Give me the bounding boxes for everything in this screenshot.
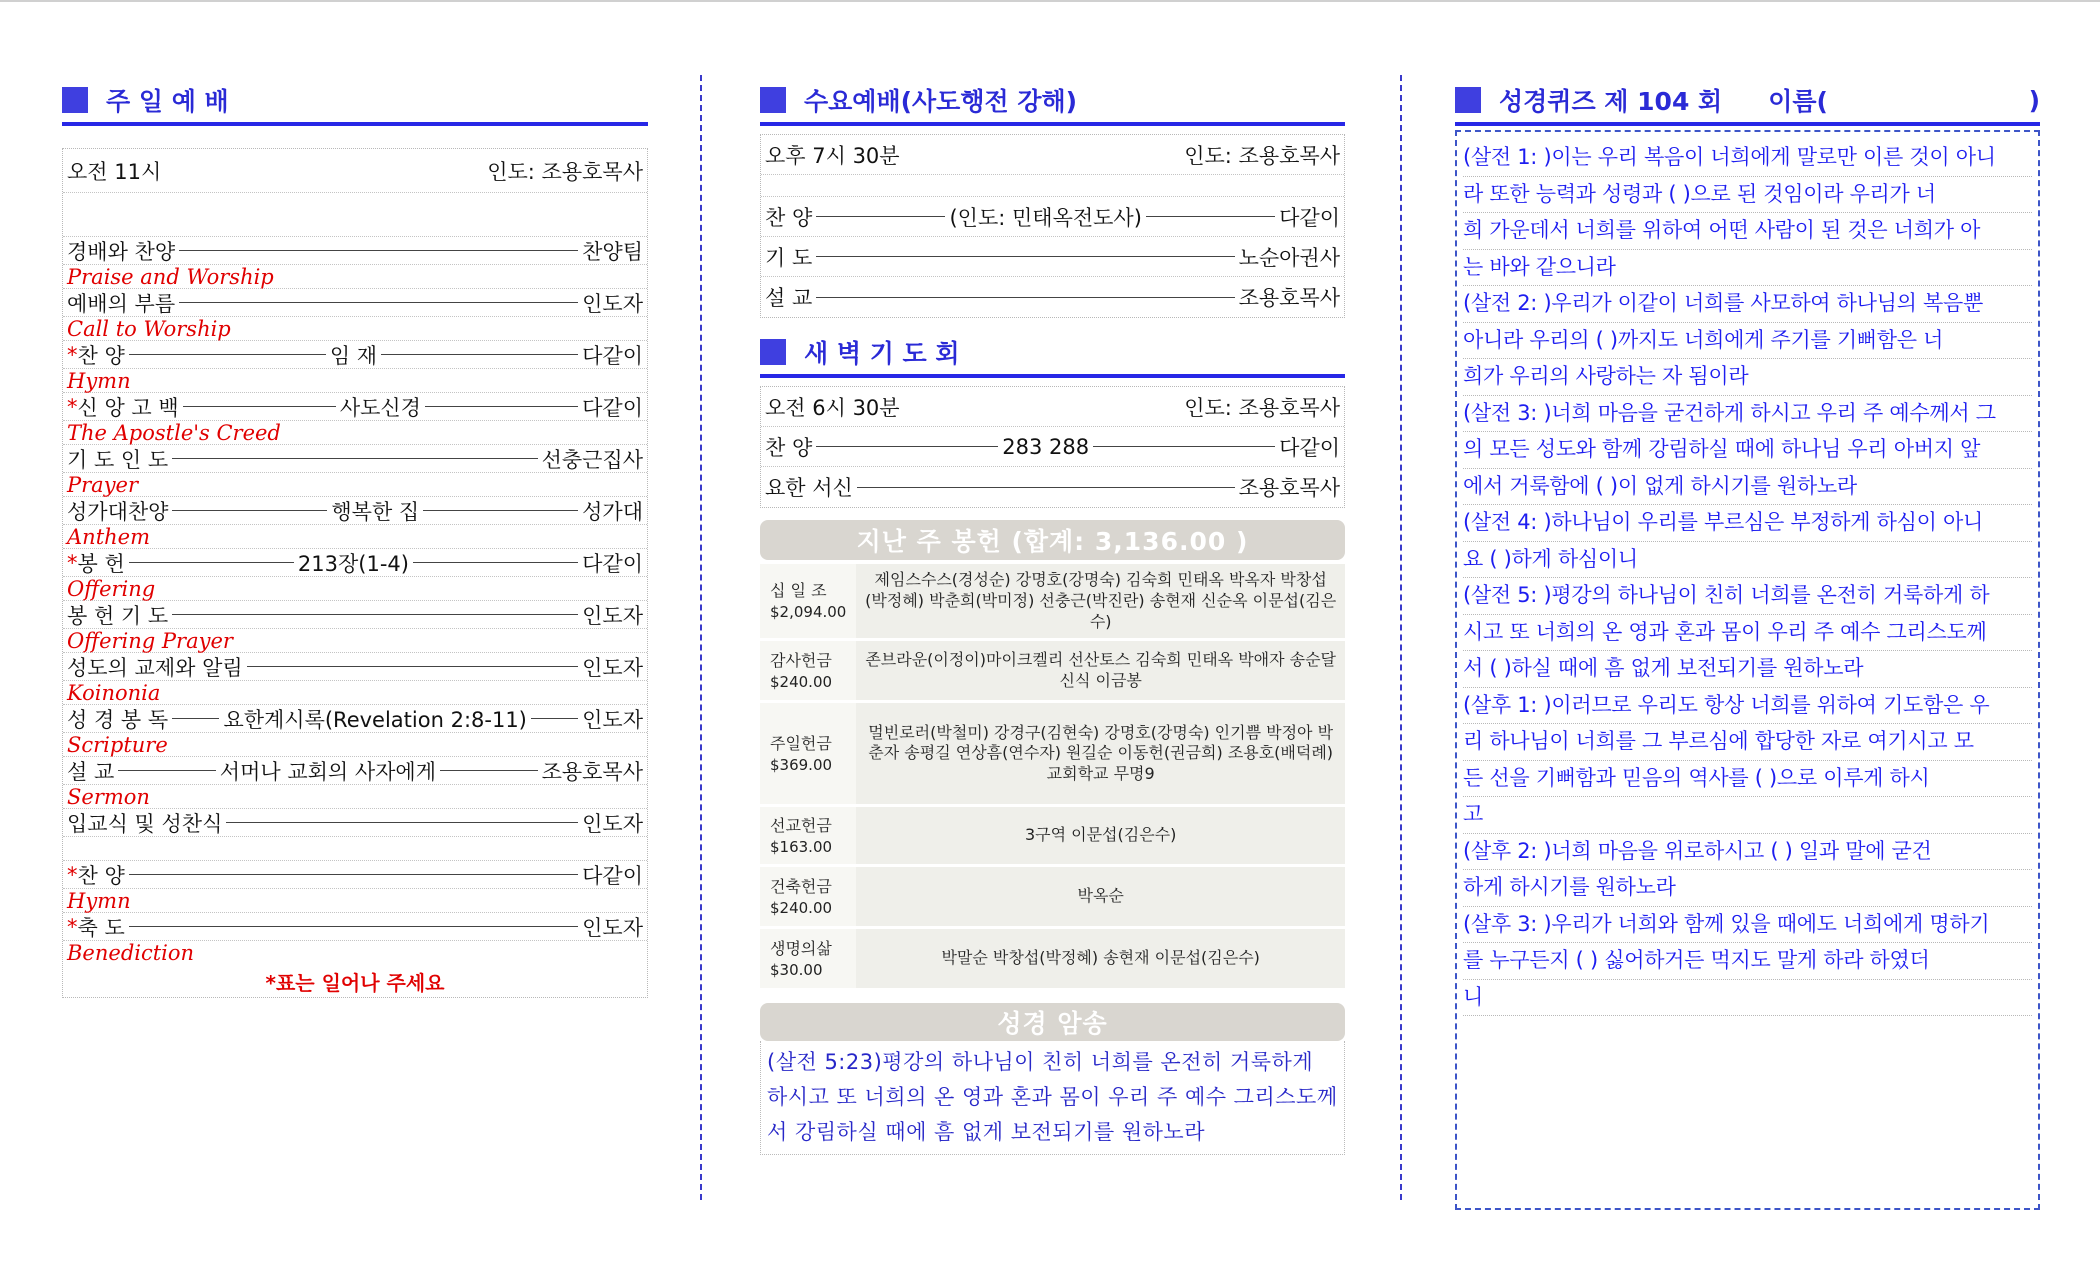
order-item-english: Hymn: [67, 368, 131, 393]
offering-amount: $369.00: [770, 755, 833, 774]
wednesday-time-row: [761, 135, 1344, 175]
leader-line: [129, 562, 294, 563]
order-item-name: 예배의 부름: [67, 291, 176, 316]
wednesday-order-list: [761, 197, 1344, 317]
dawn-box: [760, 386, 1345, 508]
order-item-english: Offering: [67, 576, 156, 601]
order-item-leader: 조용호목사: [1238, 476, 1340, 500]
quiz-line: (살전 5: )평강의 하나님이 친히 너희를 온전히 거룩하게 하: [1463, 578, 2032, 615]
sunday-order-english-row: [63, 317, 647, 341]
offering-names: 3구역 이문섭(김은수): [856, 806, 1345, 866]
leader-line: [226, 822, 578, 823]
square-bullet-icon: [760, 87, 786, 113]
order-item-leader: 선충근집사: [541, 447, 643, 472]
sunday-order-row: [63, 601, 647, 629]
leader-line: [816, 216, 945, 217]
sunday-order-row: [63, 237, 647, 265]
offering-row: [760, 928, 1345, 990]
quiz-name-label: 이름(: [1768, 87, 1828, 116]
order-item-name: 성가대찬양: [67, 499, 169, 524]
offering-category-cell: [760, 702, 856, 806]
sunday-order-row: [63, 445, 647, 473]
dawn-order-row: [761, 467, 1344, 507]
order-item-detail: 213장(1-4): [297, 551, 409, 576]
order-item-leader: 노순아권사: [1238, 245, 1340, 270]
quiz-line: 니: [1463, 980, 2032, 1017]
order-item-english: Scripture: [67, 732, 168, 757]
quiz-title-rule: [1455, 122, 2040, 126]
quiz-box: [1455, 130, 2040, 1210]
required-stand-marker: *: [67, 550, 78, 575]
wednesday-order-row: [761, 277, 1344, 317]
quiz-text: [1463, 140, 2032, 1016]
quiz-line: 리 하나님이 너희를 그 부르심에 합당한 자로 여기시고 모: [1463, 724, 2032, 761]
order-item-detail: 임 재: [329, 343, 378, 368]
offering-table: [760, 564, 1345, 991]
offering-amount: $240.00: [770, 898, 833, 917]
quiz-line: 희가 우리의 사랑하는 자 됨이라: [1463, 359, 2032, 396]
square-bullet-icon: [1455, 87, 1481, 113]
order-item-detail: (인도: 민태옥전도사): [949, 205, 1142, 230]
wednesday-title-rule: [760, 122, 1345, 126]
order-item-name: 요한 서신: [765, 476, 853, 500]
order-item-leader: 다같이: [582, 395, 643, 420]
sunday-section-title: [62, 80, 648, 120]
sunday-order-row: [63, 913, 647, 941]
sunday-order-row: [63, 393, 647, 421]
sunday-order-row: [63, 705, 647, 733]
order-item-english: Call to Worship: [67, 316, 231, 341]
sunday-column: [62, 80, 648, 998]
order-item-english: Sermon: [67, 784, 150, 809]
leader-line: [172, 510, 327, 511]
sunday-order-box: [62, 148, 648, 998]
quiz-section-title: [1455, 80, 2040, 120]
quiz-line: 고: [1463, 797, 2032, 834]
offering-title: 지난 주 봉헌 (합계: 3,136.00 ): [856, 527, 1249, 556]
quiz-name-close: ): [2028, 85, 2040, 115]
order-item-name: 찬 양: [77, 343, 125, 368]
sunday-order-row: [63, 809, 647, 837]
order-item-name: 찬 양: [765, 205, 813, 230]
offering-category: 선교헌금: [770, 815, 832, 835]
order-item-name: 봉 헌 기 도: [67, 603, 169, 628]
quiz-line: 든 선을 기뻐함과 믿음의 역사를 ( )으로 이루게 하시: [1463, 761, 2032, 798]
order-item-english: Hymn: [67, 888, 131, 913]
sunday-time-row: [63, 149, 647, 193]
quiz-line: (살후 2: )너희 마음을 위로하시고 ( ) 일과 말에 굳건: [1463, 834, 2032, 871]
quiz-line: (살후 1: )이러므로 우리도 항상 너희를 위하여 기도함은 우: [1463, 688, 2032, 725]
order-item-english: Anthem: [67, 524, 150, 549]
sunday-order-english-row: [63, 525, 647, 549]
leader-line: [1146, 216, 1275, 217]
order-item-english: Benediction: [67, 941, 195, 965]
order-item-name: 설 교: [67, 759, 115, 784]
wednesday-leader: 인도: 조용호목사: [1184, 143, 1340, 168]
sunday-order-row: [63, 757, 647, 785]
quiz-column: [1455, 80, 2040, 1210]
wednesday-section-title: [760, 80, 1345, 120]
sunday-title-rule: [62, 122, 648, 126]
offering-row: [760, 564, 1345, 640]
sunday-order-english-row: [63, 369, 647, 393]
leader-line: [118, 770, 216, 771]
quiz-line: 에서 거룩함에 ( )이 없게 하시기를 원하노라: [1463, 469, 2032, 506]
leader-line: [179, 250, 578, 251]
middle-column: [760, 80, 1345, 1155]
wednesday-time: 오후 7시 30분: [765, 143, 900, 168]
top-rule: [0, 0, 2100, 2]
leader-line: [413, 562, 578, 563]
order-item-leader: 다같이: [1279, 205, 1341, 230]
offering-names: 박옥순: [856, 866, 1345, 928]
order-item-leader: 인도자: [582, 811, 643, 836]
memory-header: [760, 1003, 1345, 1041]
square-bullet-icon: [760, 339, 786, 365]
offering-row: [760, 702, 1345, 806]
leader-line: [440, 770, 538, 771]
sunday-order-english-row: [63, 837, 647, 861]
sunday-order-english-row: [63, 681, 647, 705]
order-item-english: Prayer: [67, 472, 139, 497]
leader-line: [816, 297, 1234, 298]
quiz-line: (살전 4: )하나님이 우리를 부르심은 부정하게 하심이 아니: [1463, 505, 2032, 542]
wednesday-order-row: [761, 197, 1344, 237]
sunday-order-english-row: [63, 265, 647, 289]
order-item-name: 입교식 및 성찬식: [67, 811, 223, 836]
order-item-leader: 다같이: [1279, 435, 1341, 460]
sunday-order-english-row: [63, 889, 647, 913]
leader-line: [816, 256, 1234, 257]
blank-row: [761, 175, 1344, 197]
quiz-line: 의 모든 성도와 함께 강림하실 때에 하나님 우리 아버지 앞: [1463, 432, 2032, 469]
offering-category: 생명의삶: [770, 938, 832, 958]
sunday-order-english-row: [63, 577, 647, 601]
wednesday-title: 수요예배(사도행전 강해): [804, 87, 1078, 116]
dawn-time: 오전 6시 30분: [765, 395, 900, 420]
offering-category: 건축헌금: [770, 876, 832, 896]
order-item-name: 찬 양: [765, 435, 813, 460]
offering-names: 박말순 박창섭(박정혜) 송현재 이문섭(김은수): [856, 928, 1345, 990]
quiz-line: 를 누구든지 ( ) 싫어하거든 먹지도 말게 하라 하였더: [1463, 943, 2032, 980]
order-item-english: Praise and Worship: [67, 264, 274, 289]
order-item-detail: 요한계시록(Revelation 2:8-11): [223, 707, 527, 732]
leader-line: [1093, 446, 1275, 447]
order-item-leader: 다같이: [582, 863, 643, 888]
order-item-name: 성 경 봉 독: [67, 707, 169, 732]
stand-note: [63, 965, 647, 997]
order-item-name: 신 앙 고 백: [77, 395, 179, 420]
dawn-section-title: [760, 332, 1345, 372]
offering-category-cell: [760, 866, 856, 928]
offering-amount: $30.00: [770, 960, 823, 979]
leader-line: [172, 614, 578, 615]
order-item-leader: 인도자: [582, 291, 643, 316]
dawn-order-list: [761, 427, 1344, 507]
dawn-time-row: [761, 387, 1344, 427]
offering-row: [760, 866, 1345, 928]
dawn-order-row: [761, 427, 1344, 467]
required-stand-marker: *: [67, 862, 78, 887]
sunday-order-row: [63, 549, 647, 577]
order-item-leader: 인도자: [582, 603, 643, 628]
blank-row: [63, 193, 647, 237]
quiz-line: (살전 1: )이는 우리 복음이 너희에게 말로만 이른 것이 아니: [1463, 140, 2032, 177]
leader-line: [857, 487, 1235, 488]
sunday-order-english-row: [63, 629, 647, 653]
sunday-order-row: [63, 289, 647, 317]
leader-line: [179, 302, 578, 303]
sunday-order-english-row: [63, 785, 647, 809]
sunday-order-row: [63, 341, 647, 369]
sunday-order-row: [63, 653, 647, 681]
offering-category-cell: [760, 640, 856, 702]
order-item-detail: 사도신경: [339, 395, 421, 420]
quiz-line: 시고 또 너희의 온 영과 혼과 몸이 우리 주 예수 그리스도께: [1463, 615, 2032, 652]
order-item-leader: 성가대: [582, 499, 643, 524]
order-item-leader: 조용호목사: [1238, 286, 1340, 310]
required-stand-marker: *: [67, 394, 78, 419]
offering-row: [760, 806, 1345, 866]
offering-category-cell: [760, 928, 856, 990]
sunday-order-english-row: [63, 421, 647, 445]
wednesday-box: [760, 134, 1345, 318]
offering-category-cell: [760, 564, 856, 640]
order-item-leader: 찬양팀: [582, 239, 643, 264]
order-item-english: Koinonia: [67, 680, 161, 705]
leader-line: [381, 354, 578, 355]
leader-line: [129, 926, 578, 927]
offering-amount: $163.00: [770, 837, 833, 856]
quiz-title: 성경퀴즈 제 104 회: [1499, 87, 1723, 116]
wednesday-order-row: [761, 237, 1344, 277]
leader-line: [129, 874, 578, 875]
leader-line: [172, 718, 219, 719]
sunday-order-english-row: [63, 941, 647, 965]
order-item-name: 축 도: [77, 915, 125, 940]
sunday-order-english-row: [63, 733, 647, 757]
sunday-time: 오전 11시: [67, 159, 162, 184]
order-item-english: The Apostle's Creed: [67, 420, 281, 445]
square-bullet-icon: [62, 87, 88, 113]
offering-category: 주일헌금: [770, 733, 832, 753]
offering-names: 존브라운(이정이)마이크켈리 선산토스 김숙희 민태옥 박애자 송순달 신식 이금봉: [856, 640, 1345, 702]
order-item-name: 찬 양: [77, 863, 125, 888]
quiz-line: (살후 3: )우리가 너희와 함께 있을 때에도 너희에게 명하기: [1463, 907, 2032, 944]
memory-title: 성경 암송: [997, 1009, 1108, 1039]
order-item-name: 경배와 찬양: [67, 239, 176, 264]
leader-line: [423, 510, 578, 511]
sunday-order-row: [63, 861, 647, 889]
order-item-name: 성도의 교제와 알림: [67, 655, 243, 680]
offering-names: 제임스수스(경성순) 강명호(강명숙) 김숙희 민태옥 박옥자 박창섭(박정혜) 박춘희(박미정) 선충근(박진란) 송현재 신순옥 이문섭(김은수): [856, 564, 1345, 640]
sunday-order-english-row: [63, 473, 647, 497]
order-item-detail: 행복한 집: [331, 499, 420, 524]
leader-line: [425, 406, 578, 407]
quiz-line: 는 바와 같으니라: [1463, 250, 2032, 287]
offering-names: 멀빈로러(박철미) 강경구(김현숙) 강명호(강명숙) 인기쁨 박정아 박춘자 송평길 연상흠(연수자) 원길순 이동헌(권금희) 조용호(배덕례) 교회학교 무명9: [856, 702, 1345, 806]
quiz-line: 요 ( )하게 하심이니: [1463, 542, 2032, 579]
offering-category: 감사헌금: [770, 650, 832, 670]
order-item-name: 봉 헌: [77, 551, 125, 576]
quiz-line: 서 ( )하실 때에 흠 없게 보전되기를 원하노라: [1463, 651, 2032, 688]
order-item-english: Offering Prayer: [67, 628, 233, 653]
order-item-name: 기 도 인 도: [67, 447, 169, 472]
quiz-line: 희 가운데서 너희를 위하여 어떤 사람이 된 것은 너희가 아: [1463, 213, 2032, 250]
quiz-line: 아니라 우리의 ( )까지도 너희에게 주기를 기뻐함은 너: [1463, 323, 2032, 360]
sunday-title: 주 일 예 배: [106, 87, 229, 116]
sunday-order-row: [63, 497, 647, 525]
quiz-line: 하게 하시기를 원하노라: [1463, 870, 2032, 907]
sunday-order-list: [63, 237, 647, 965]
dawn-leader: 인도: 조용호목사: [1184, 395, 1340, 420]
leader-line: [172, 458, 537, 459]
offering-row: [760, 640, 1345, 702]
order-item-detail: 서머나 교회의 사자에게: [219, 759, 437, 784]
order-item-name: 설 교: [765, 286, 813, 310]
memory-verse: (살전 5:23)평강의 하나님이 친히 너희를 온전히 거룩하게 하시고 또 너희의 온 영과 혼과 몸이 우리 주 예수 그리스도께서 강림하실 때에 흠 없게 보전되기를 원하노라: [760, 1041, 1345, 1155]
order-item-name: 기 도: [765, 245, 813, 270]
order-item-leader: 인도자: [582, 915, 643, 940]
sunday-leader: 인도: 조용호목사: [487, 159, 643, 184]
leader-line: [816, 446, 998, 447]
required-stand-marker: *: [67, 914, 78, 939]
order-item-leader: 다같이: [582, 551, 644, 576]
leader-line: [183, 406, 336, 407]
leader-line: [531, 718, 578, 719]
offering-amount: $240.00: [770, 672, 833, 691]
required-stand-marker: *: [67, 342, 78, 367]
offering-amount: $2,094.00: [770, 602, 847, 621]
quiz-line: (살전 3: )너희 마음을 굳건하게 하시고 우리 주 예수께서 그: [1463, 396, 2032, 433]
stand-note-text: *표는 일어나 주세요: [265, 970, 445, 995]
dawn-title: 새 벽 기 도 회: [804, 339, 960, 368]
quiz-line: 라 또한 능력과 성령과 ( )으로 된 것임이라 우리가 너: [1463, 177, 2032, 214]
order-item-leader: 인도자: [582, 655, 643, 680]
order-item-leader: 인도자: [582, 707, 643, 732]
order-item-detail: 283 288: [1002, 434, 1090, 459]
order-item-leader: 조용호목사: [541, 759, 643, 784]
leader-line: [247, 666, 579, 667]
order-item-leader: 다같이: [582, 343, 644, 368]
dawn-title-rule: [760, 374, 1345, 378]
column-divider-1: [700, 75, 702, 1200]
quiz-line: (살전 2: )우리가 이같이 너희를 사모하여 하나님의 복음뿐: [1463, 286, 2032, 323]
column-divider-2: [1400, 75, 1402, 1200]
offering-header: [760, 520, 1345, 560]
offering-category-cell: [760, 806, 856, 866]
leader-line: [129, 354, 326, 355]
offering-category: 십 일 조: [770, 580, 827, 600]
